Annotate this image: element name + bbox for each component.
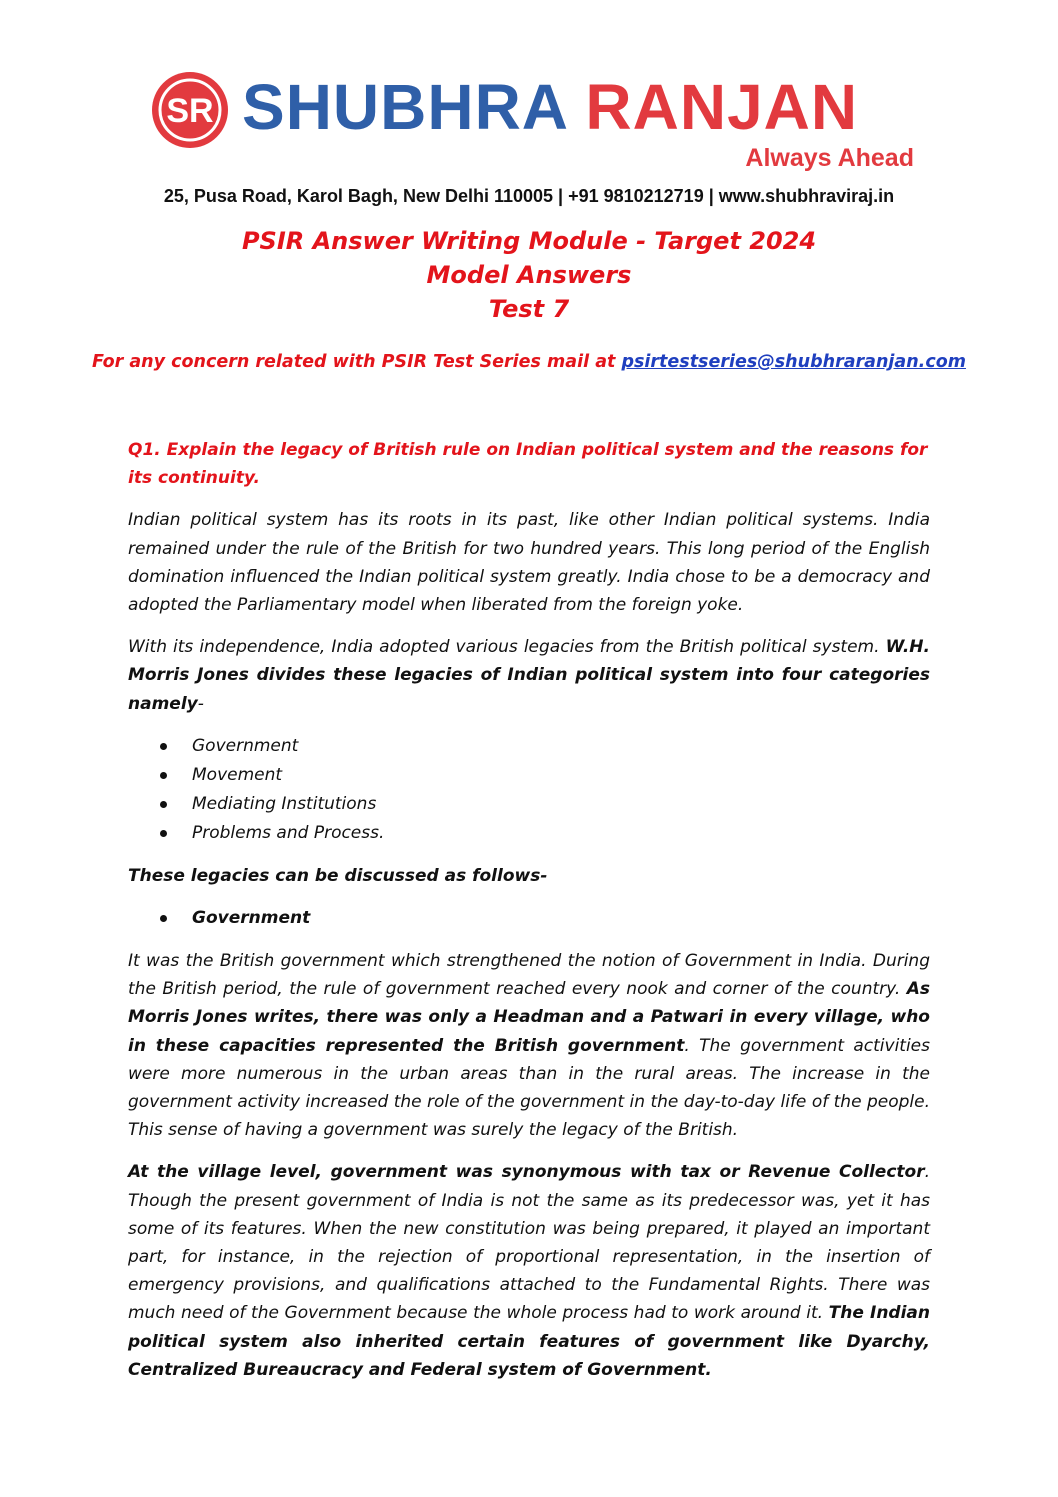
letterhead — [0, 0, 1058, 220]
paragraph-village-mid: . Though the present government of India is not the same as its predecessor was, yet it has some of its features. When the new constitution was being prepared, it played an important part, for instance, in the rejection of proportional representation, in the insertion of emergency provisions, and qualifications attached to the Fundamental Rights. There was much need of the Government because the whole process had to work around it. — [128, 1162, 930, 1324]
list-item-label: Mediating Institutions — [192, 793, 377, 814]
logo-monogram: SR — [166, 92, 214, 130]
discussed-heading: These legacies can be discussed as follows- — [128, 865, 548, 886]
list-item-label: Movement — [192, 764, 283, 785]
paragraph-government-start: It was the British government which strengthened the notion of Government in India. During the British period, the rule of government reached every nook and corner of the country. — [128, 951, 930, 1000]
list-item-label: Problems and Process. — [192, 822, 385, 843]
bullet-icon — [160, 801, 167, 808]
paragraph-legacies-bold: W.H. Morris Jones divides these legacies of Indian political system into four categories namely — [128, 637, 930, 714]
paragraph-government-bold: As Morris Jones writes, there was only a Headman and a Patwari in every village, who in these capacities represented the British government — [128, 979, 930, 1056]
paragraph-legacies-start: With its independence, India adopted various legacies from the British political system. — [128, 637, 886, 658]
title-line-2: Model Answers — [426, 261, 632, 289]
sub-heading-label: Government — [192, 908, 311, 929]
sub-heading — [128, 904, 930, 933]
bullet-icon — [160, 830, 167, 837]
email-link[interactable]: psirtestseries@shubhraranjan.com — [621, 352, 966, 372]
question-text: Q1. Explain the legacy of British rule on Indian political system and the reasons for its continuity. — [128, 440, 928, 489]
brand-name — [242, 70, 858, 144]
paragraph-village-bold-end: The Indian political system also inherited certain features of government like Dyarchy, Centralized Bureaucracy and Federal system of Government. — [128, 1303, 930, 1380]
paragraph-intro: Indian political system has its roots in its past, like other Indian political systems. India remained under the rule of the British for two hundred years. This long period of the English domination influenced the Indian political system greatly. India chose to be a democracy and adopted the Parliamentary model when liberated from the foreign yoke. — [128, 510, 930, 616]
list-item — [128, 732, 930, 761]
answer-body — [128, 436, 930, 1398]
sub-heading-list — [128, 904, 930, 933]
paragraph-government-end: . The government activities were more numerous in the urban areas than in the rural areas. The increase in the government activity increased the role of the government in the day-to-day life of the people. This sense of having a government was surely the legacy of the British. — [128, 1035, 931, 1141]
concern-text: For any concern related with PSIR Test Series mail at — [92, 352, 622, 372]
brand-tagline: Always Ahead — [745, 144, 914, 172]
list-item — [128, 790, 930, 819]
title-line-1: PSIR Answer Writing Module - Target 2024 — [241, 227, 817, 255]
list-item — [128, 761, 930, 790]
bullet-icon — [160, 915, 167, 922]
paragraph-government — [128, 947, 930, 1144]
concern-notice — [0, 352, 1058, 372]
bullet-icon — [160, 772, 167, 779]
paragraph-village-bold: At the village level, government was synonymous with tax or Revenue Collector — [128, 1162, 925, 1183]
paragraph-legacies — [128, 633, 930, 718]
legacy-list — [128, 732, 930, 848]
bullet-icon — [160, 743, 167, 750]
title-line-3: Test 7 — [488, 295, 570, 323]
list-item-label: Government — [192, 735, 299, 756]
document-titles — [0, 224, 1058, 326]
paragraph-legacies-end: - — [197, 693, 204, 714]
contact-line: 25, Pusa Road, Karol Bagh, New Delhi 110005 | +91 9810212719 | www.shubhraviraj.in — [163, 186, 895, 206]
list-item — [128, 819, 930, 848]
brand-second-word: RANJAN — [585, 71, 859, 143]
paragraph-village — [128, 1158, 930, 1384]
sr-logo-icon — [150, 70, 230, 150]
brand-first-word: SHUBHRA — [242, 71, 567, 143]
